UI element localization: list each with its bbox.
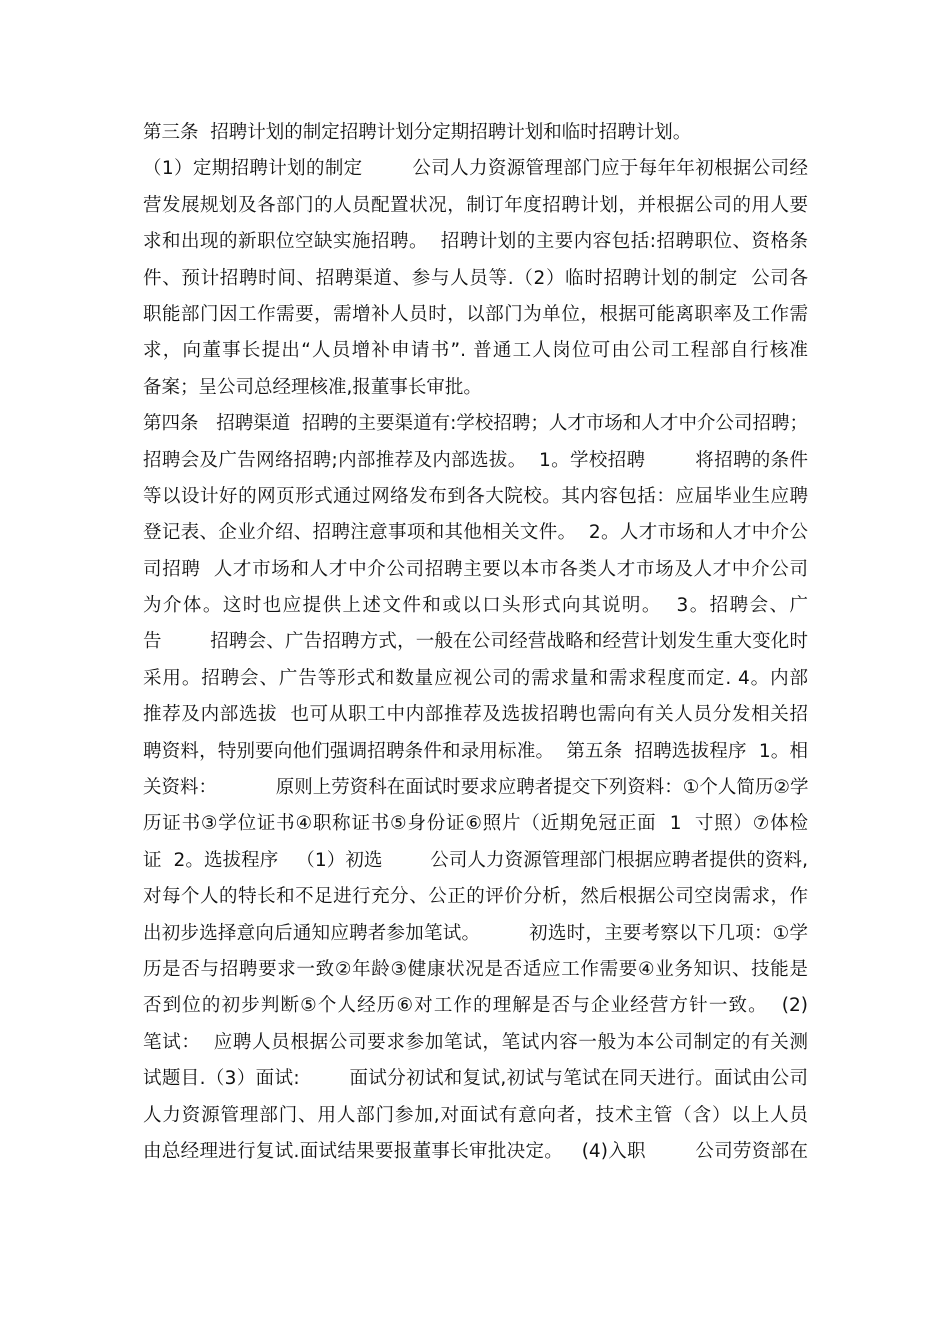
text-line: 等以设计好的网页形式通过网络发布到各大院校。其内容包括：应届毕业生应聘 bbox=[143, 485, 808, 507]
text-line: 历是否与招聘要求一致②年龄③健康状况是否适应工作需要④业务知识、技能是 bbox=[143, 958, 808, 980]
text-line: 人力资源管理部门、用人部门参加,对面试有意向者，技术主管（含）以上人员 bbox=[143, 1104, 808, 1126]
text-line: 笔试： 应聘人员根据公司要求参加笔试，笔试内容一般为本公司制定的有关测 bbox=[143, 1031, 808, 1053]
text-line: 推荐及内部选拔 也可从职工中内部推荐及选拔招聘也需向有关人员分发相关招 bbox=[143, 704, 808, 726]
text-line: 招聘会及广告网络招聘;内部推荐及内部选拔。 1。学校招聘 将招聘的条件 bbox=[143, 449, 808, 471]
text-line: 否到位的初步判断⑤个人经历⑥对工作的理解是否与企业经营方针一致。 (2) bbox=[143, 995, 808, 1017]
text-line: 由总经理进行复试.面试结果要报董事长审批决定。 (4)入职 公司劳资部在 bbox=[143, 1140, 808, 1162]
text-line: 证 2。选拔程序 （1）初选 公司人力资源管理部门根据应聘者提供的资料, bbox=[143, 849, 808, 871]
text-line: 采用。招聘会、广告等形式和数量应视公司的需求量和需求程度而定. 4。内部 bbox=[143, 667, 808, 689]
text-line: 为介体。这时也应提供上述文件和或以口头形式向其说明。 3。招聘会、广 bbox=[143, 595, 808, 617]
text-line: 登记表、企业介绍、招聘注意事项和其他相关文件。 2。人才市场和人才中介公 bbox=[143, 522, 808, 544]
text-line: 关资料： 原则上劳资科在面试时要求应聘者提交下列资料：①个人简历②学 bbox=[143, 777, 808, 799]
text-line: 出初步选择意向后通知应聘者参加笔试。 初选时，主要考察以下几项：①学 bbox=[143, 922, 808, 944]
text-line: 司招聘 人才市场和人才中介公司招聘主要以本市各类人才市场及人才中介公司 bbox=[143, 558, 808, 580]
text-line: 聘资料，特别要向他们强调招聘条件和录用标准。 第五条 招聘选拔程序 1。相 bbox=[143, 740, 808, 762]
text-line: 对每个人的特长和不足进行充分、公正的评价分析，然后根据公司空岗需求，作 bbox=[143, 886, 808, 908]
text-line: 营发展规划及各部门的人员配置状况，制订年度招聘计划，并根据公司的用人要 bbox=[143, 194, 808, 216]
text-line: 件、预计招聘时间、招聘渠道、参与人员等.（2）临时招聘计划的制定 公司各 bbox=[143, 267, 808, 289]
text-line: 求，向董事长提出“人员增补申请书”. 普通工人岗位可由公司工程部自行核准 bbox=[143, 340, 808, 362]
document-body bbox=[143, 115, 808, 1170]
text-line: 告 招聘会、广告招聘方式，一般在公司经营战略和经营计划发生重大变化时 bbox=[143, 631, 808, 653]
text-line: （1）定期招聘计划的制定 公司人力资源管理部门应于每年年初根据公司经 bbox=[143, 158, 808, 180]
text-line: 备案；呈公司总经理核准,报董事长审批。 bbox=[143, 376, 482, 398]
text-line: 试题目.（3）面试: 面试分初试和复试,初试与笔试在同天进行。面试由公司 bbox=[143, 1068, 808, 1090]
text-line: 职能部门因工作需要，需增补人员时，以部门为单位，根据可能离职率及工作需 bbox=[143, 303, 808, 325]
text-line: 第三条 招聘计划的制定招聘计划分定期招聘计划和临时招聘计划。 bbox=[143, 122, 692, 143]
text-line: 求和出现的新职位空缺实施招聘。 招聘计划的主要内容包括:招聘职位、资格条 bbox=[143, 231, 808, 253]
text-line: 第四条 招聘渠道 招聘的主要渠道有:学校招聘；人才市场和人才中介公司招聘； bbox=[143, 413, 808, 435]
text-line: 历证书③学位证书④职称证书⑤身份证⑥照片（近期免冠正面 1 寸照）⑦体检 bbox=[143, 813, 808, 835]
